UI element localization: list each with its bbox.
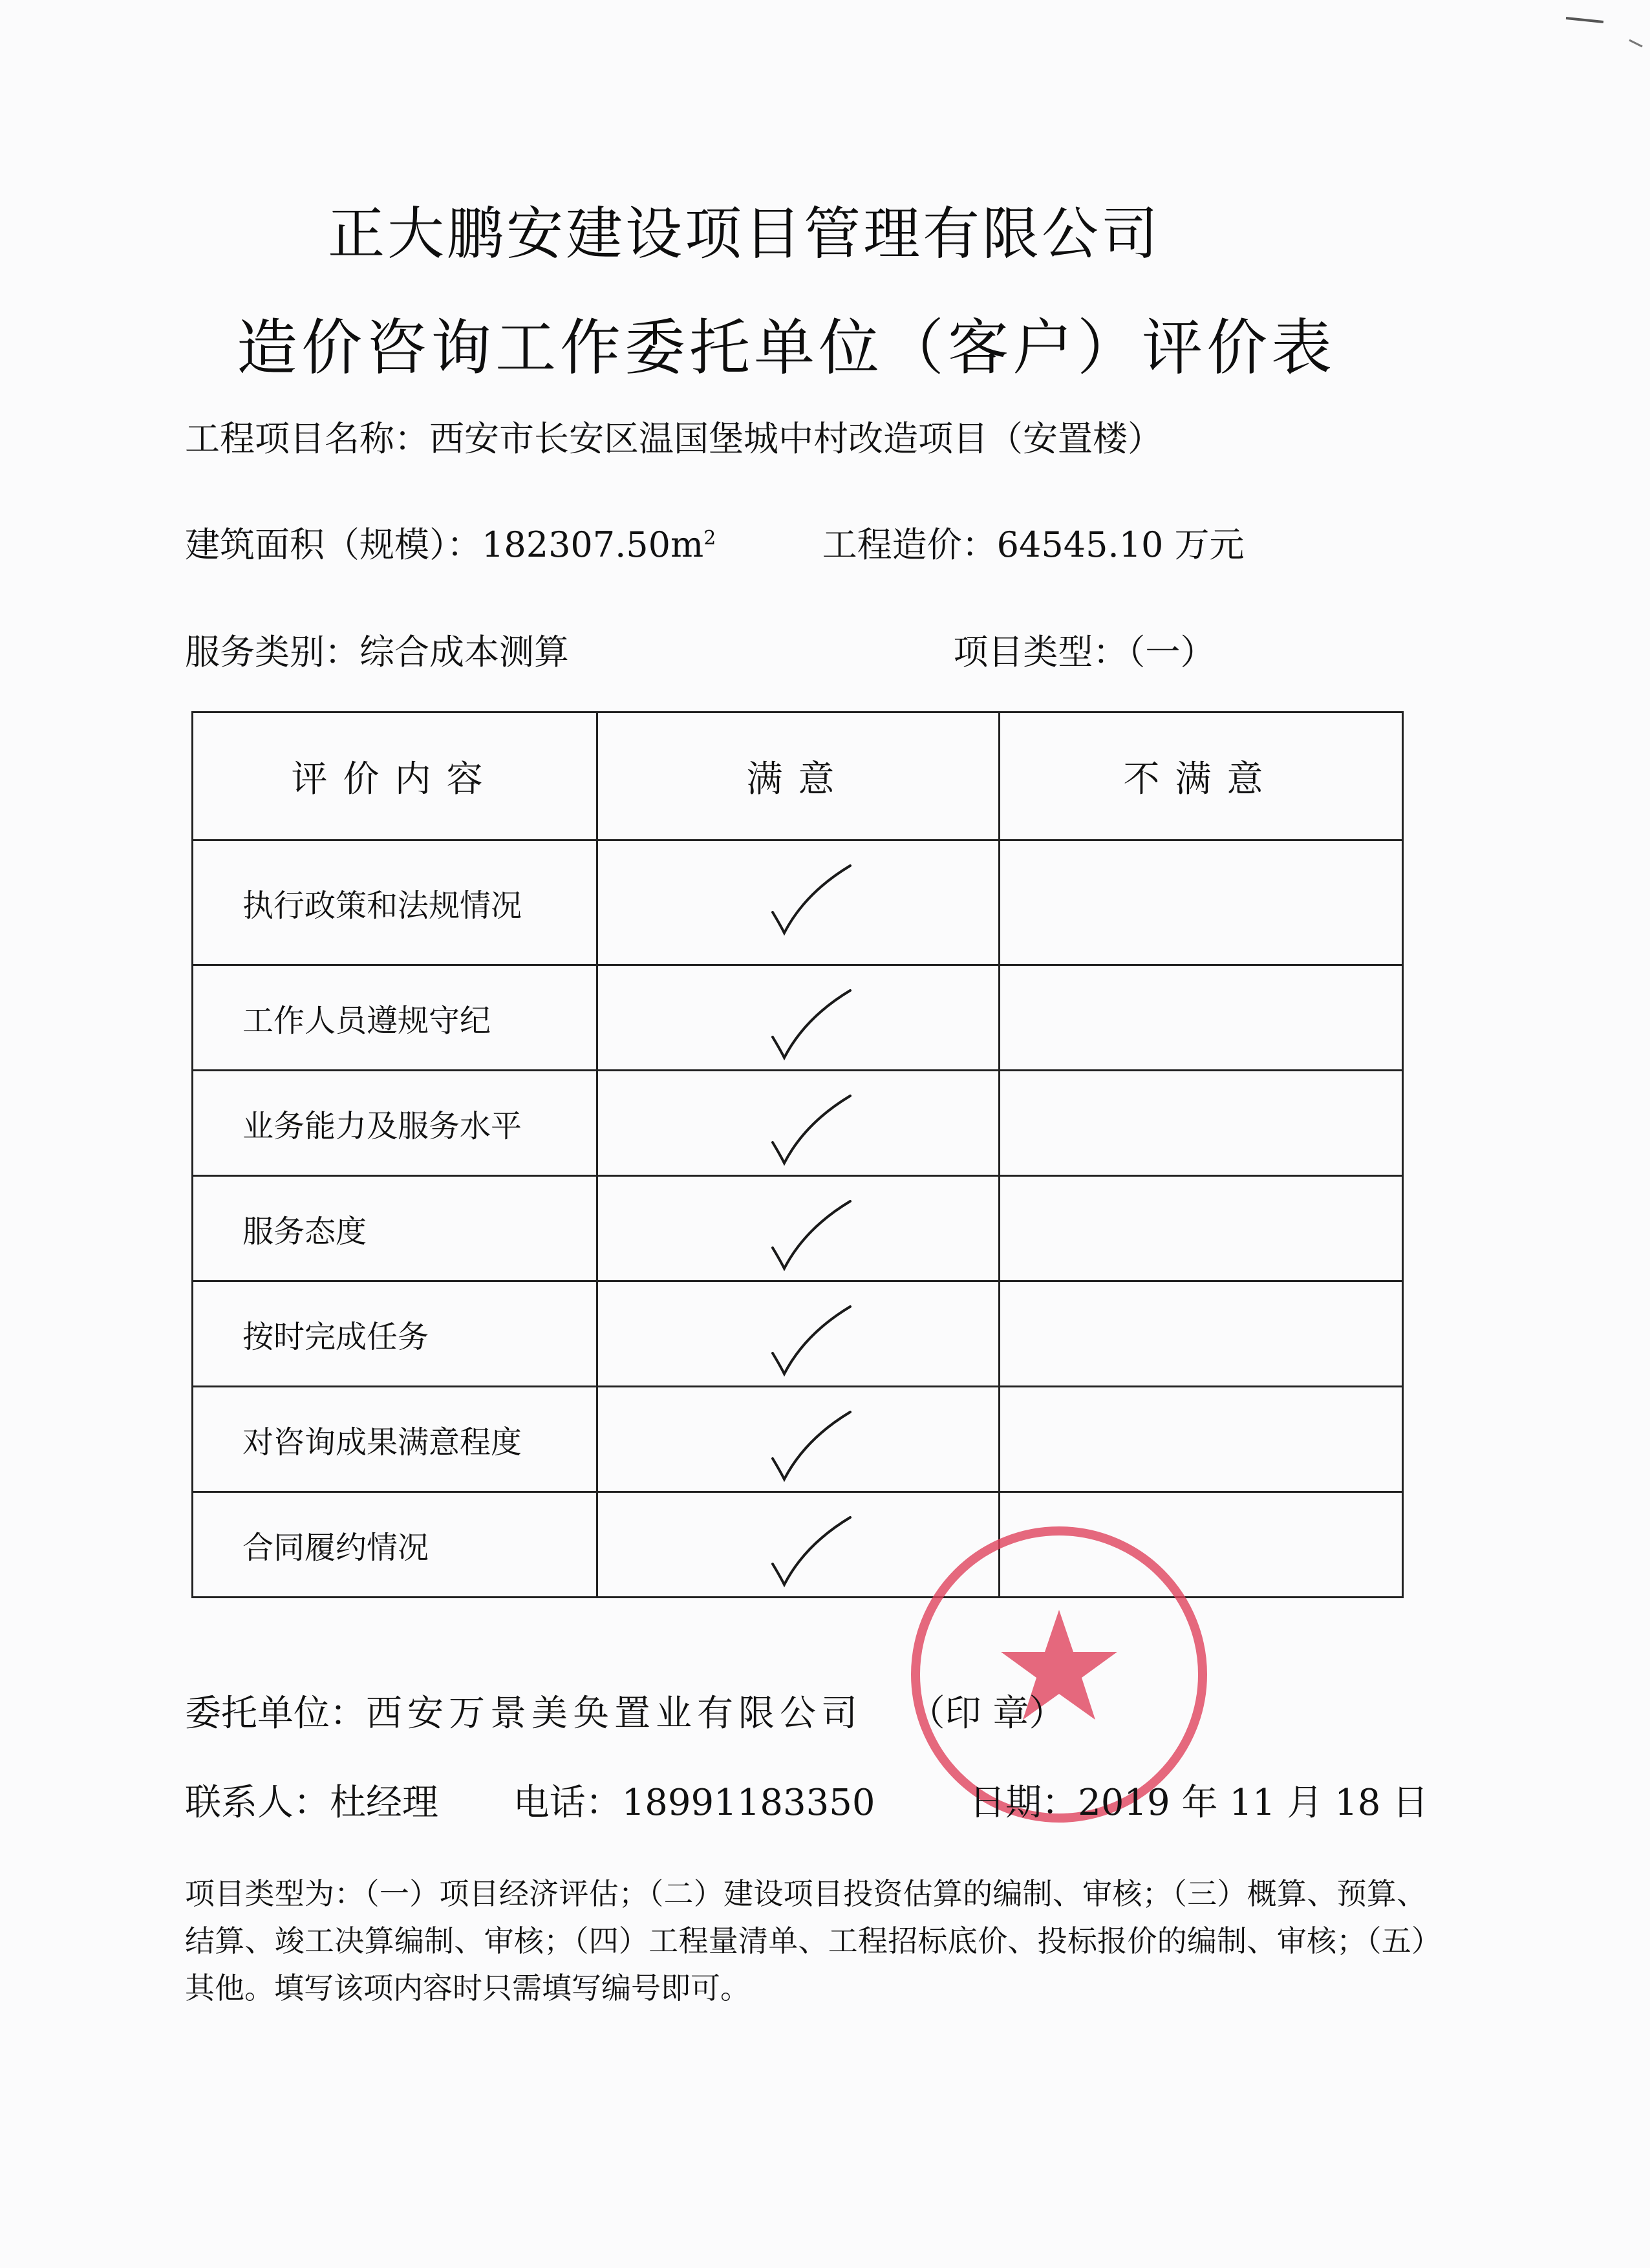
cost-label: 工程造价： <box>822 524 997 565</box>
contact-label: 联系人： <box>185 1782 330 1824</box>
satisfied-cell <box>597 1071 1000 1176</box>
checkmark-icon <box>766 1091 857 1168</box>
area-cost-row <box>185 517 1245 567</box>
checkmark-icon <box>766 1301 857 1379</box>
header-criteria: 评价内容 <box>193 712 597 840</box>
satisfied-cell <box>597 965 1000 1071</box>
service-type-row <box>185 625 1215 674</box>
criterion-cell: 合同履约情况 <box>193 1492 597 1598</box>
scan-artifact-marks <box>1565 0 1650 58</box>
unsatisfied-cell <box>1000 1387 1403 1492</box>
date-label: 日期： <box>969 1782 1078 1824</box>
contact-row <box>185 1774 1428 1826</box>
type-value: （一） <box>1128 632 1216 672</box>
criterion-cell: 工作人员遵规守纪 <box>193 965 597 1071</box>
checkmark-icon <box>766 985 857 1063</box>
project-type-notes: 项目类型为：（一）项目经济评估；（二）建设项目投资估算的编制、审核；（三）概算、预算、结算、竣工决算编制、审核；（四）工程量清单、工程招标底价、投标报价的编制、审核；（五）其他。填写该项内容时只需填写编号即可。 <box>185 1876 1426 2006</box>
project-name-value: 西安市长安区温国堡城中村改造项目（安置楼） <box>429 418 1162 459</box>
area-unit-superscript: 2 <box>703 527 716 550</box>
criterion-cell: 服务态度 <box>193 1176 597 1281</box>
area-label: 建筑面积（规模）： <box>185 524 482 565</box>
phone-label: 电话： <box>513 1782 622 1824</box>
form-title: 造价咨询工作委托单位（客户）评价表 <box>236 313 1336 383</box>
satisfied-cell <box>597 840 1000 965</box>
table-row <box>193 1281 1403 1387</box>
checkmark-icon <box>766 861 857 938</box>
unsatisfied-cell <box>1000 965 1403 1071</box>
checkmark-icon <box>766 1512 857 1590</box>
table-row <box>193 840 1403 965</box>
contact-name: 杜经理 <box>330 1782 438 1824</box>
unsatisfied-cell <box>1000 1071 1403 1176</box>
seal-note: （印 章） <box>908 1693 1066 1735</box>
criterion-cell: 按时完成任务 <box>193 1281 597 1387</box>
table-row <box>193 965 1403 1071</box>
client-name: 西安万景美奂置业有限公司 <box>366 1693 862 1735</box>
date-value: 2019 年 11 月 18 日 <box>1078 1782 1429 1824</box>
table-row <box>193 1176 1403 1281</box>
header-unsatisfied: 不满意 <box>1000 712 1403 840</box>
project-name-row <box>185 411 1162 461</box>
unsatisfied-cell <box>1000 840 1403 965</box>
table-row <box>193 1492 1403 1598</box>
satisfied-cell <box>597 1281 1000 1387</box>
service-value: 综合成本测算 <box>359 632 569 672</box>
table-row <box>193 1071 1403 1176</box>
area-value: 182307.50m <box>482 524 704 565</box>
header-satisfied: 满意 <box>597 712 1000 840</box>
company-title: 正大鹏安建设项目管理有限公司 <box>327 200 1161 267</box>
project-name-label: 工程项目名称： <box>185 418 429 459</box>
phone-value: 18991183350 <box>621 1782 875 1824</box>
checkmark-icon <box>766 1196 857 1274</box>
client-label: 委托单位： <box>185 1693 366 1735</box>
criterion-cell: 执行政策和法规情况 <box>193 840 597 965</box>
checkmark-icon <box>766 1407 857 1484</box>
unsatisfied-cell <box>1000 1176 1403 1281</box>
criterion-cell: 对咨询成果满意程度 <box>193 1387 597 1492</box>
unsatisfied-cell <box>1000 1281 1403 1387</box>
service-label: 服务类别： <box>185 632 359 672</box>
type-label: 项目类型： <box>953 632 1128 672</box>
table-header-row <box>193 712 1403 840</box>
satisfied-cell <box>597 1176 1000 1281</box>
satisfied-cell <box>597 1387 1000 1492</box>
cost-value: 64545.10 万元 <box>996 524 1245 565</box>
table-row <box>193 1387 1403 1492</box>
criterion-cell: 业务能力及服务水平 <box>193 1071 597 1176</box>
client-row <box>185 1685 1065 1737</box>
evaluation-table <box>191 711 1404 1598</box>
